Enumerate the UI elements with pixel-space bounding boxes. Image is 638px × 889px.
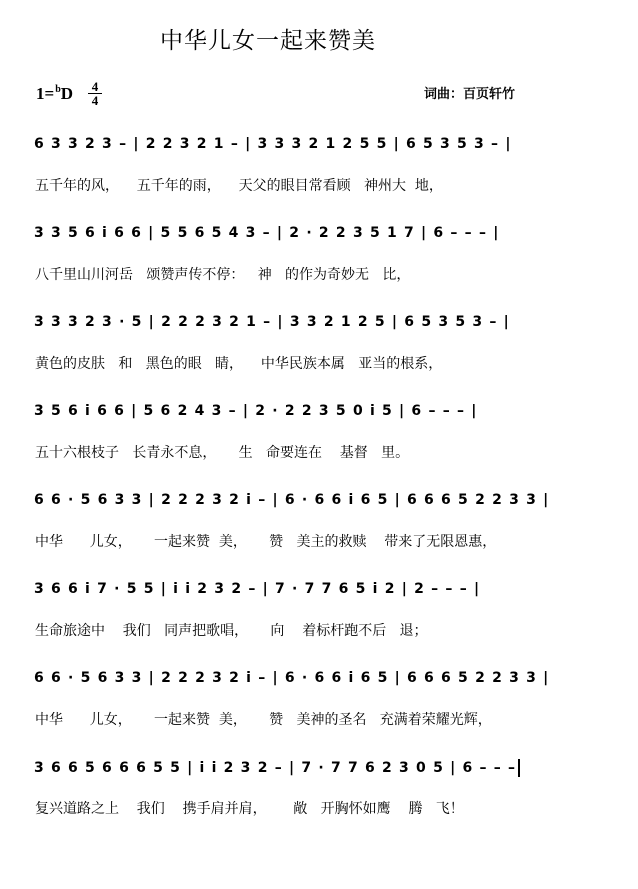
time-signature (88, 80, 102, 107)
key-note: D (60, 84, 74, 103)
final-barline (518, 759, 520, 777)
lyric-line-2: 八千里山川河岳 颂赞声传不停： 神 的作为奇妙无 比， (35, 267, 411, 283)
notation-line-8 (34, 759, 520, 777)
notation-line-5: 6 6 · 5 6 3 3 | 2 2 2 3 2 i – | 6 · 6 6 i 6 5 | 6 6 6 5 2 2 3 3 | (34, 492, 550, 508)
lyric-line-5: 中华 儿女， 一起来赞 美， 赞 美主的救赎 带来了无限恩惠， (35, 534, 497, 550)
credit: 词曲：百页轩竹 (424, 87, 516, 102)
time-signature-top: 4 (91, 79, 99, 94)
key-prefix: 1= (36, 84, 55, 103)
notation-line-6: 3 6 6 i 7 · 5 5 | i i 2 3 2 – | 7 · 7 7 6 5 i 2 | 2 – – – | (34, 581, 481, 597)
notation-line-4: 3 5 6 i 6 6 | 5 6 2 4 3 – | 2 · 2 2 3 5 0 i 5 | 6 – – – | (34, 403, 478, 419)
notation-line-3: 3 3 3 2 3 · 5 | 2 2 2 3 2 1 – | 3 3 2 1 2 5 | 6 5 3 5 3 – | (34, 314, 510, 330)
lyric-line-3: 黄色的皮肤 和 黑色的眼 睛， 中华民族本属 亚当的根系， (35, 356, 443, 372)
lyric-line-4: 五十六根枝子 长青永不息， 生 命要连在 基督 里。 (35, 445, 410, 461)
key-signature (36, 84, 73, 104)
notation-line-8-text: 3 6 6 5 6 6 6 5 5 | i i 2 3 2 – | 7 · 7 7 6 2 3 0 5 | 6 – – – (34, 760, 517, 776)
lyric-line-8: 复兴道路之上 我们 携手肩并肩， 敞 开胸怀如鹰 腾 飞！ (35, 801, 464, 817)
notation-line-2: 3 3 5 6 i 6 6 | 5 5 6 5 4 3 – | 2 · 2 2 3 5 1 7 | 6 – – – | (34, 225, 500, 241)
lyric-line-7: 中华 儿女， 一起来赞 美， 赞 美神的圣名 充满着荣耀光辉， (35, 712, 492, 728)
lyric-line-1: 五千年的风， 五千年的雨， 天父的眼目常看顾 神州大 地， (35, 178, 443, 194)
lyric-line-6: 生命旅途中 我们 同声把歌唱， 向 着标杆跑不后 退； (35, 623, 428, 639)
flat-sign: b (55, 84, 61, 95)
song-title: 中华儿女一起来赞美 (160, 28, 376, 54)
notation-line-1: 6 3 3 2 3 – | 2 2 3 2 1 – | 3 3 3 2 1 2 5 5 | 6 5 3 5 3 – | (34, 136, 512, 152)
notation-line-7: 6 6 · 5 6 3 3 | 2 2 2 3 2 i – | 6 · 6 6 i 6 5 | 6 6 6 5 2 2 3 3 | (34, 670, 550, 686)
time-signature-bottom: 4 (91, 93, 99, 108)
